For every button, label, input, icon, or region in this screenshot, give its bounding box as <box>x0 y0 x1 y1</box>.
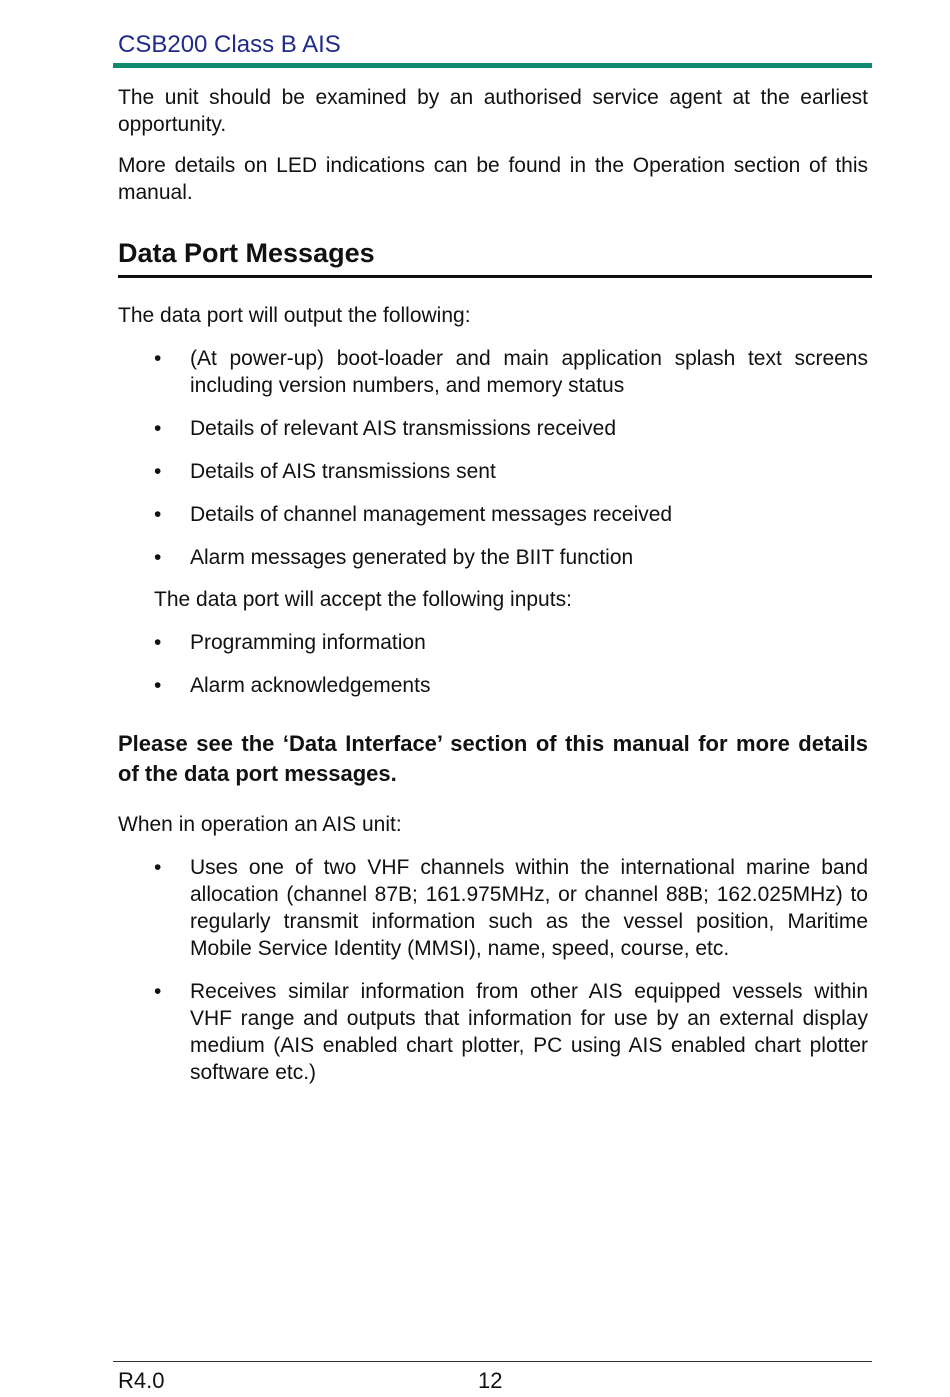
output-list-item <box>118 501 868 528</box>
bullet-icon: • <box>154 674 162 697</box>
bullet-icon: • <box>154 631 162 654</box>
output-list <box>118 345 868 571</box>
output-list-item <box>118 458 868 485</box>
operation-list <box>118 854 868 1086</box>
footer-divider <box>113 1361 872 1362</box>
bullet-icon: • <box>154 417 162 440</box>
footer-revision: R4.0 <box>118 1368 165 1393</box>
operation-item-text: Uses one of two VHF channels within the international marine band allocation (channel 87B; 161.975MHz, or channel 88B; 162.025MHz) to regularly transmit information such as the vessel position, Maritime Mobile Service Identity (MMSI), name, speed, course, etc. <box>190 856 868 960</box>
bullet-icon: • <box>154 503 162 526</box>
input-intro-text: The data port will accept the following inputs: <box>154 588 572 611</box>
output-intro-text: The data port will output the following: <box>118 304 471 327</box>
operation-list-item <box>118 978 868 1086</box>
bullet-icon: • <box>154 856 162 879</box>
input-item-text: Alarm acknowledgements <box>190 674 431 697</box>
output-item-text: (At power-up) boot-loader and main application splash text screens including version numbers, and memory status <box>190 347 868 397</box>
page-content <box>118 84 868 1086</box>
bullet-icon: • <box>154 347 162 370</box>
input-item-text: Programming information <box>190 631 426 654</box>
section-heading-data-port-messages: Data Port Messages <box>118 236 872 278</box>
bullet-icon: • <box>154 460 162 483</box>
output-list-item <box>118 415 868 442</box>
input-list <box>118 629 868 699</box>
output-item-text: Alarm messages generated by the BIIT function <box>190 546 634 569</box>
bullet-icon: • <box>154 546 162 569</box>
output-list-item <box>118 544 868 571</box>
output-item-text: Details of AIS transmissions sent <box>190 460 496 483</box>
output-item-text: Details of channel management messages received <box>190 503 673 526</box>
operation-list-item <box>118 854 868 962</box>
operation-intro-text: When in operation an AIS unit: <box>118 813 402 836</box>
bullet-icon: • <box>154 980 162 1003</box>
output-list-item <box>118 345 868 399</box>
output-item-text: Details of relevant AIS transmissions received <box>190 417 617 440</box>
intro-paragraph-2: More details on LED indications can be found in the Operation section of this manual. <box>118 154 868 204</box>
page-header-title: CSB200 Class B AIS <box>118 31 341 58</box>
operation-item-text: Receives similar information from other AIS equipped vessels within VHF range and outputs that information for use by an external display medium (AIS enabled chart plotter, PC using AIS enabled chart plotter software etc.) <box>190 980 868 1084</box>
input-list-item <box>118 672 868 699</box>
footer-page-number: 12 <box>478 1368 503 1393</box>
input-list-item <box>118 629 868 656</box>
intro-paragraph-1: The unit should be examined by an authorised service agent at the earliest opportunity. <box>118 86 868 136</box>
data-interface-note: Please see the ‘Data Interface’ section of this manual for more details of the data port messages. <box>118 731 868 786</box>
header-divider <box>113 63 872 68</box>
